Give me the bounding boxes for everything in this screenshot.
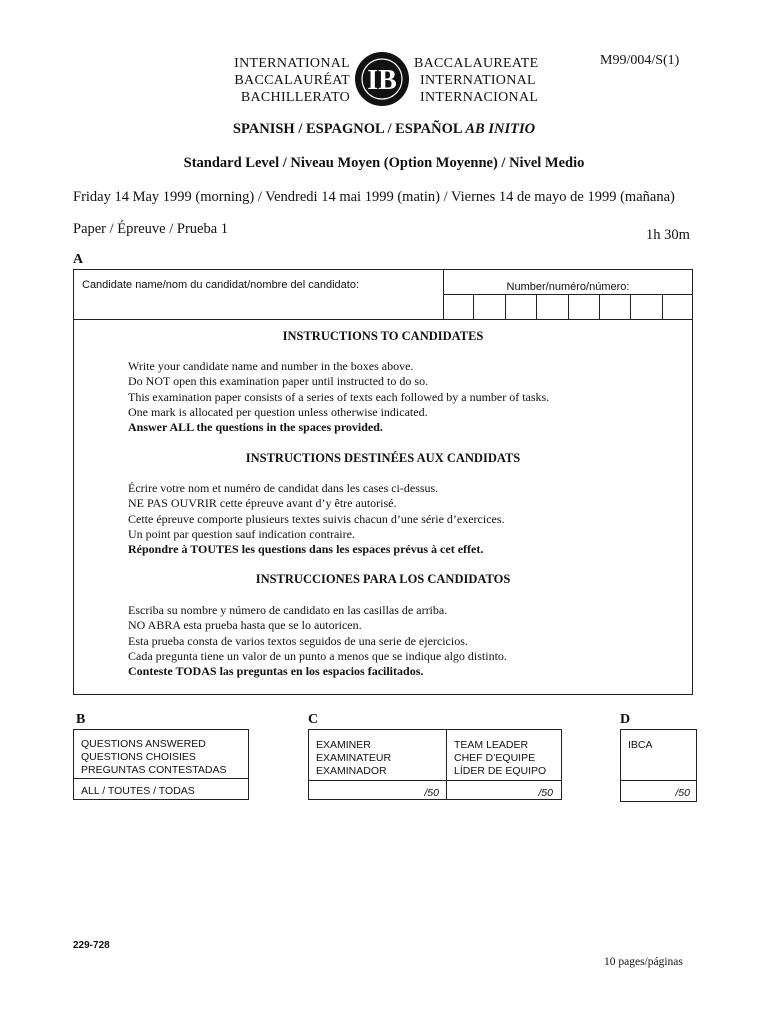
instruction-line: Écrire votre nom et numéro de candidat dans les cases ci-dessus.	[128, 481, 439, 495]
instruction-line: Escriba su nombre y número de candidato en las casillas de arriba.	[128, 603, 448, 617]
instructions-en	[128, 359, 549, 435]
ibca-label: IBCA	[628, 739, 653, 751]
number-cell[interactable]	[663, 295, 693, 320]
instructions-title-es: INSTRUCCIONES PARA LOS CANDIDATOS	[255, 572, 511, 586]
paper-code: M99/004/S(1)	[600, 53, 680, 68]
subject-text: SPANISH / ESPAGNOL / ESPAÑOL	[232, 121, 462, 137]
number-cell[interactable]	[631, 295, 662, 320]
exam-duration: 1h 30m	[646, 227, 690, 243]
logo-text: IB	[367, 65, 397, 96]
team-leader-score[interactable]: /50	[538, 787, 553, 799]
number-cell[interactable]	[537, 295, 568, 320]
ib-logo-icon	[353, 50, 411, 108]
instructions-fr	[128, 481, 505, 557]
instructions-es	[128, 603, 507, 679]
instruction-bold-line: Answer ALL the questions in the spaces provided.	[128, 420, 383, 435]
level-title: Standard Level / Niveau Moyen (Option Moyenne) / Nivel Medio	[183, 155, 585, 171]
header-right-line: INTERNACIONAL	[420, 90, 539, 105]
header-left-line: BACHILLERATO	[240, 90, 350, 105]
instruction-line: Write your candidate name and number in the boxes above.	[128, 359, 414, 373]
header-right-line: BACCALAUREATE	[414, 56, 539, 71]
team-leader-line: TEAM LEADER	[454, 739, 529, 751]
instruction-line: NE PAS OUVRIR cette épreuve avant d’y être autorisé.	[128, 496, 397, 511]
candidate-number-cells[interactable]	[443, 294, 693, 320]
section-b-letter: B	[76, 712, 86, 727]
section-c-letter: C	[308, 712, 319, 727]
instructions-title-en: INSTRUCTIONS TO CANDIDATES	[282, 329, 484, 343]
section-d-letter: D	[620, 712, 631, 727]
instruction-line: One mark is allocated per question unless otherwise indicated.	[128, 404, 428, 419]
exam-date: Friday 14 May 1999 (morning) / Vendredi 14 mai 1999 (matin) / Viernes 14 de mayo de 1999 (mañana)	[73, 189, 675, 205]
number-cell[interactable]	[506, 295, 537, 320]
section-b-box	[73, 729, 249, 800]
section-a-letter: A	[73, 252, 84, 267]
instruction-line: Do NOT open this examination paper until instructed to do so.	[128, 374, 429, 389]
section-b-line: QUESTIONS CHOISIES	[81, 751, 196, 763]
instruction-bold-line: Répondre à TOUTES les questions dans les espaces prévus à cet effet.	[128, 542, 484, 557]
header-left-names	[222, 55, 350, 106]
header-left-line: INTERNATIONAL	[234, 56, 350, 71]
header-right-names	[414, 55, 564, 106]
subject-title	[0, 121, 768, 138]
examiner-score[interactable]: /50	[424, 787, 439, 799]
instruction-bold-line: Conteste TODAS las preguntas en los espacios facilitados.	[128, 664, 424, 679]
section-b-line: QUESTIONS ANSWERED	[81, 738, 206, 750]
instruction-line: Un point par question sauf indication contraire.	[128, 526, 355, 541]
header-right-line: INTERNATIONAL	[420, 73, 536, 88]
subject-italic-text: AB INITIO	[465, 121, 536, 137]
number-cell[interactable]	[600, 295, 631, 320]
header-left-line: BACCALAURÉAT	[234, 73, 350, 88]
section-c-box	[308, 729, 562, 800]
instructions-title-fr: INSTRUCTIONS DESTINÉES AUX CANDIDATS	[245, 451, 521, 465]
paper-number: Paper / Épreuve / Prueba 1	[73, 221, 229, 237]
instruction-line: This examination paper consists of a series of texts each followed by a number of tasks.	[128, 389, 550, 404]
examiner-line: EXAMINER	[316, 739, 371, 751]
examiner-line: EXAMINADOR	[316, 765, 387, 777]
team-leader-line: CHEF D’EQUIPE	[454, 752, 536, 764]
section-d-box	[620, 729, 697, 802]
footer-pages: 10 pages/páginas	[604, 956, 683, 968]
instruction-line: Cada pregunta tiene un valor de un punto a menos que se indique algo distinto.	[128, 648, 507, 663]
number-cell[interactable]	[569, 295, 600, 320]
section-b-value: ALL / TOUTES / TODAS	[81, 785, 195, 797]
instruction-line: NO ABRA esta prueba hasta que se lo autoricen.	[128, 618, 362, 633]
team-leader-line: LÍDER DE EQUIPO	[454, 765, 547, 777]
instruction-line: Esta prueba consta de varios textos seguidos de una serie de ejercicios.	[128, 633, 468, 648]
section-b-line: PREGUNTAS CONTESTADAS	[81, 764, 227, 776]
candidate-number-label: Number/numéro/número:	[506, 281, 630, 293]
instruction-line: Cette épreuve comporte plusieurs textes suivis chacun d’une série d’exercices.	[128, 511, 505, 526]
footer-code: 229-728	[73, 940, 110, 951]
candidate-name-label: Candidate name/nom du candidat/nombre del candidato:	[82, 279, 360, 291]
number-cell[interactable]	[474, 295, 505, 320]
number-cell[interactable]	[443, 295, 474, 320]
ibca-score[interactable]: /50	[675, 787, 690, 799]
examiner-line: EXAMINATEUR	[316, 752, 392, 764]
